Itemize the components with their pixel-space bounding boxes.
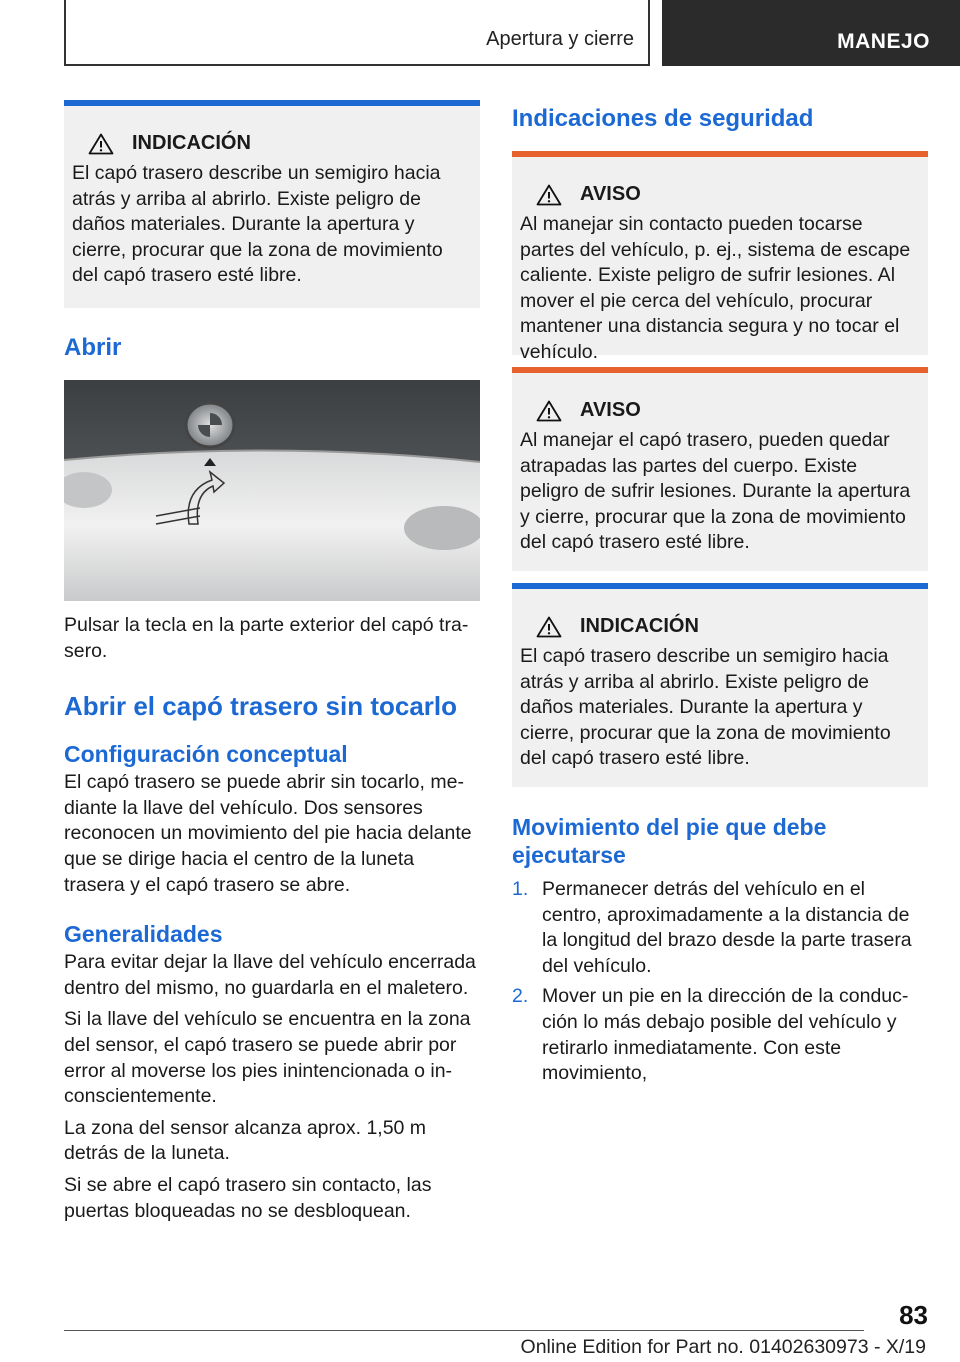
header-chapter-box xyxy=(662,0,960,66)
trunk-button-illustration xyxy=(64,380,480,601)
subsection-title-movimiento: Movimiento del pie que debe ejecutarse xyxy=(512,814,827,868)
subsection-title-generalidades: Generalidades xyxy=(64,921,223,948)
notice-text: El capó trasero describe un semigiro hacia atrás y arriba al abrirlo. Existe peligro de daños materiales. Durante la apertura y cierre, procurar que la zona de movimiento del capó trasero esté libre. xyxy=(520,645,891,770)
warning-triangle-icon xyxy=(536,184,562,206)
step-text: Permanecer detrás del vehículo en el centro, aproximadamente a la distancia de la longitud del brazo desde la parte trasera del vehículo. xyxy=(542,878,912,977)
notice-title: AVISO xyxy=(580,183,641,205)
left-column xyxy=(64,100,480,1224)
page-number: 83 xyxy=(899,1300,928,1330)
generalidades-paragraph: Si se abre el capó trasero sin contacto, las puertas bloqueadas no se desbloquean. xyxy=(64,1173,432,1222)
section-title-abrir: Abrir xyxy=(64,334,122,361)
step-number: 1. xyxy=(512,878,529,900)
notice-indicacion-2 xyxy=(512,583,928,787)
footer-edition: Online Edition for Part no. 01402630973 - X/19 xyxy=(520,1336,926,1358)
right-column xyxy=(512,100,928,1092)
notice-text: Al manejar sin contacto pueden tocarse partes del vehículo, p. ej., sistema de escape caliente. Existe peligro de sufrir lesiones. Al mover el pie cerca del vehículo, procurar mantener una distancia segura y no tocar el vehículo. xyxy=(520,213,911,363)
step-number: 2. xyxy=(512,985,529,1008)
notice-text: El capó trasero describe un semigiro hacia atrás y arriba al abrirlo. Existe peligro de daños materiales. Durante la apertura y cierre, procurar que la zona de movimiento del capó trasero esté libre. xyxy=(72,162,443,287)
notice-header xyxy=(536,615,920,638)
warning-triangle-icon xyxy=(88,133,114,155)
list-item xyxy=(512,877,928,979)
notice-title: INDICACIÓN xyxy=(580,615,699,637)
page-header xyxy=(64,0,960,66)
section-title-seguridad: Indicaciones de seguridad xyxy=(512,105,814,132)
footer-divider xyxy=(64,1330,864,1331)
step-text: Mover un pie en la dirección de la conducción lo más debajo posible del vehículo y retirarlo inmediatamente. Con este movimiento, xyxy=(542,985,909,1085)
header-section-title: Apertura y cierre xyxy=(486,28,634,50)
generalidades-paragraph: La zona del sensor alcanza aprox. 1,50 m detrás de la luneta. xyxy=(64,1116,427,1165)
warning-triangle-icon xyxy=(536,616,562,638)
notice-title: INDICACIÓN xyxy=(132,132,251,154)
configuracion-text: El capó trasero se puede abrir sin tocarlo, mediante la llave del vehículo. Dos sensores reconocen un movimiento del pie hacia delante que se dirige hacia el centro de la luneta trasera y el capó trasero se abre. xyxy=(64,771,472,896)
notice-title: AVISO xyxy=(580,399,641,421)
abrir-caption: Pulsar la tecla en la parte exterior del capó trasero. xyxy=(64,614,469,662)
section-title-sin-tocar: Abrir el capó trasero sin tocarlo xyxy=(64,691,458,722)
notice-indicacion xyxy=(64,100,480,308)
notice-text: Al manejar el capó trasero, pueden quedar atrapadas las partes del cuerpo. Existe peligro de sufrir lesiones. Durante la apertura y cierre, procurar que la zona de movimiento del capó trasero esté libre. xyxy=(520,429,911,554)
notice-header xyxy=(536,399,920,422)
notice-header xyxy=(88,132,472,155)
notice-header xyxy=(536,183,920,206)
trunk-lid-photo xyxy=(64,380,480,601)
warning-triangle-icon xyxy=(536,400,562,422)
header-section-box xyxy=(64,0,650,66)
generalidades-paragraph: Para evitar dejar la llave del vehículo encerrada dentro del mismo, no guardarla en el maletero. xyxy=(64,951,476,999)
notice-aviso-1 xyxy=(512,151,928,363)
header-chapter-title: MANEJO xyxy=(837,30,930,53)
notice-aviso-2 xyxy=(512,367,928,571)
list-item xyxy=(512,984,928,1086)
generalidades-paragraph: Si la llave del vehículo se encuentra en la zona del sensor, el capó trasero se puede abrir por error al moverse los pies inintencionada o inconscientemente. xyxy=(64,1008,471,1108)
steps-list xyxy=(512,877,928,1087)
subsection-title-configuracion: Configuración conceptual xyxy=(64,741,348,768)
